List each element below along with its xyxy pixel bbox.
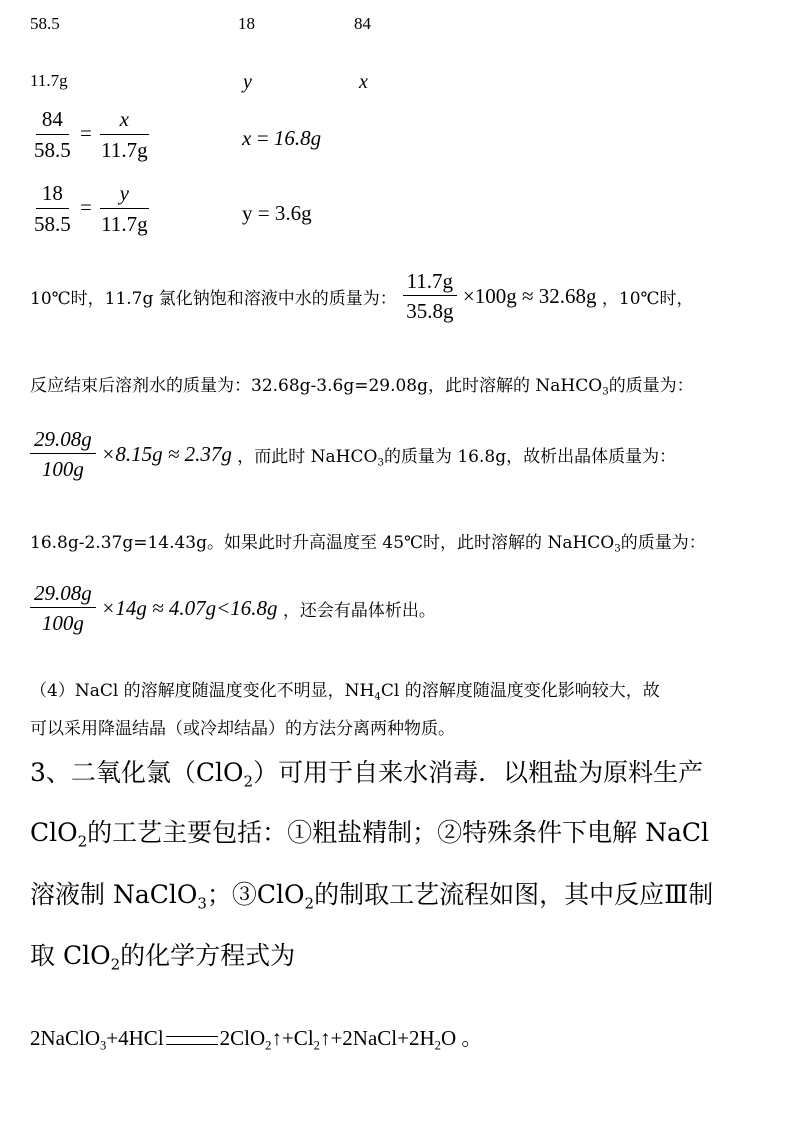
p4-subscript: 3 [614, 543, 621, 555]
p1-denominator: 35.8g [406, 299, 454, 324]
eq2-numerator-2: y [100, 182, 149, 209]
eq1-denominator-1: 58.5 [34, 138, 71, 163]
p3-denominator: 100g [41, 457, 84, 482]
product-2: ↑+Cl [271, 1026, 314, 1050]
p1-numerator: 11.7g [403, 270, 457, 296]
p3-numerator: 29.08g [30, 428, 96, 454]
row2-value-a: 11.7g [30, 71, 68, 90]
reactant-1: 2NaClO [30, 1026, 100, 1050]
p1-expression: ×100g ≈ 32.68g [462, 284, 597, 309]
p6-text: （4）NaCl 的溶解度随温度变化不明显，NH [30, 681, 375, 701]
product-3: ↑+2NaCl+2H [319, 1026, 435, 1050]
q3-l3-tail: 的制取工艺流程如图，其中反应Ⅲ制 [314, 880, 714, 909]
reactant-2: +4HCl [106, 1026, 164, 1050]
p2-subscript: 3 [602, 386, 609, 398]
paragraph-solubility-2: 可以采用降温结晶（或冷却结晶）的方法分离两种物质。 [30, 719, 455, 739]
p5-tail: ，还会有晶体析出。 [282, 601, 436, 622]
product-1: 2ClO [219, 1026, 266, 1050]
q3-l3-subscript-2: 2 [304, 894, 315, 913]
product-3-subscript: 2 [434, 1038, 441, 1053]
p4-tail: 的质量为： [620, 533, 706, 553]
row1-value-b: 18 [238, 14, 255, 33]
p2-tail: 的质量为： [608, 376, 694, 396]
p3-subscript: 3 [377, 457, 384, 469]
question3-line3 [30, 880, 714, 913]
p6-tail: Cl 的溶解度随温度变化影响较大，故 [380, 681, 660, 701]
product-1-subscript: 2 [265, 1038, 272, 1053]
eq2-denominator-1: 58.5 [34, 212, 71, 237]
reactant-1-subscript: 3 [100, 1038, 107, 1053]
p5-expression: ×14g ≈ 4.07g<16.8g [101, 596, 278, 621]
p1-text: 10℃时，11.7g 氯化钠饱和溶液中水的质量为： [30, 289, 397, 310]
p3-expression: ×8.15g ≈ 2.37g [101, 442, 232, 467]
q3-l2-text: ClO [30, 818, 78, 847]
eq2-result: y = 3.6g [242, 201, 312, 225]
p3-text: ，而此时 NaHCO [237, 447, 378, 468]
equation-end-mark: 。 [461, 1026, 483, 1050]
row1-value-c: 84 [354, 14, 371, 33]
question3-line1 [30, 758, 704, 791]
eq1-numerator-2: x [100, 108, 149, 135]
q3-l1-tail: ）可用于自来水消毒．以粗盐为原料生产 [253, 758, 704, 787]
q3-l3-mid: ；③ClO [206, 880, 305, 909]
chemical-equation [30, 1022, 482, 1052]
proportion-equation-1 [30, 108, 152, 162]
q3-l2-subscript: 2 [77, 832, 88, 851]
question3-line2 [30, 818, 710, 851]
product-2-subscript: 2 [313, 1038, 320, 1053]
row2-value-c: x [359, 71, 368, 93]
eq1-result: x = 16.8g [242, 126, 322, 150]
eq1-numerator-1: 84 [36, 108, 69, 135]
q3-l1-text: 3、二氧化氯（ClO [30, 758, 244, 787]
q3-l2-tail: 的工艺主要包括：①粗盐精制；②特殊条件下电解 NaCl [87, 818, 710, 847]
q3-l3-text: 溶液制 NaClO [30, 880, 198, 909]
q3-l3-subscript: 3 [197, 894, 207, 913]
eq1-equals: = [80, 120, 92, 145]
eq2-numerator-1: 18 [36, 182, 69, 209]
paragraph-solubility-1 [30, 676, 660, 701]
paragraph-dissolved-mass [30, 428, 676, 481]
p4-text: 16.8g-2.37g=14.43g。如果此时升高温度至 45℃时，此时溶解的 NaHCO [30, 533, 615, 553]
p2-text: 反应结束后溶剂水的质量为：32.68g-3.6g=29.08g，此时溶解的 NaHCO [30, 376, 603, 396]
row2-value-b: y [243, 71, 252, 93]
p5-numerator: 29.08g [30, 582, 96, 608]
proportion-equation-2 [30, 182, 152, 236]
p1-tail: ，10℃时， [601, 289, 694, 310]
p5-denominator: 100g [41, 611, 84, 636]
q3-l4-text: 取 ClO [30, 941, 111, 970]
eq1-denominator-2: 11.7g [101, 138, 148, 163]
q3-l4-subscript: 2 [110, 955, 121, 974]
row1-value-a: 58.5 [30, 14, 60, 33]
equation-equals-sign [166, 1036, 218, 1045]
eq2-equals: = [80, 194, 92, 219]
paragraph-water-mass [30, 270, 694, 323]
paragraph-solvent-mass [30, 371, 694, 396]
q3-l1-subscript: 2 [243, 772, 254, 791]
eq2-denominator-2: 11.7g [101, 212, 148, 237]
q3-l4-tail: 的化学方程式为 [120, 941, 296, 970]
paragraph-crystal-mass [30, 528, 706, 553]
product-3-tail: O [440, 1026, 457, 1050]
question3-line4 [30, 941, 296, 974]
p3-tail: 的质量为 16.8g，故析出晶体质量为： [383, 447, 677, 468]
p6-subscript: 4 [374, 691, 381, 703]
paragraph-heated [30, 582, 436, 635]
